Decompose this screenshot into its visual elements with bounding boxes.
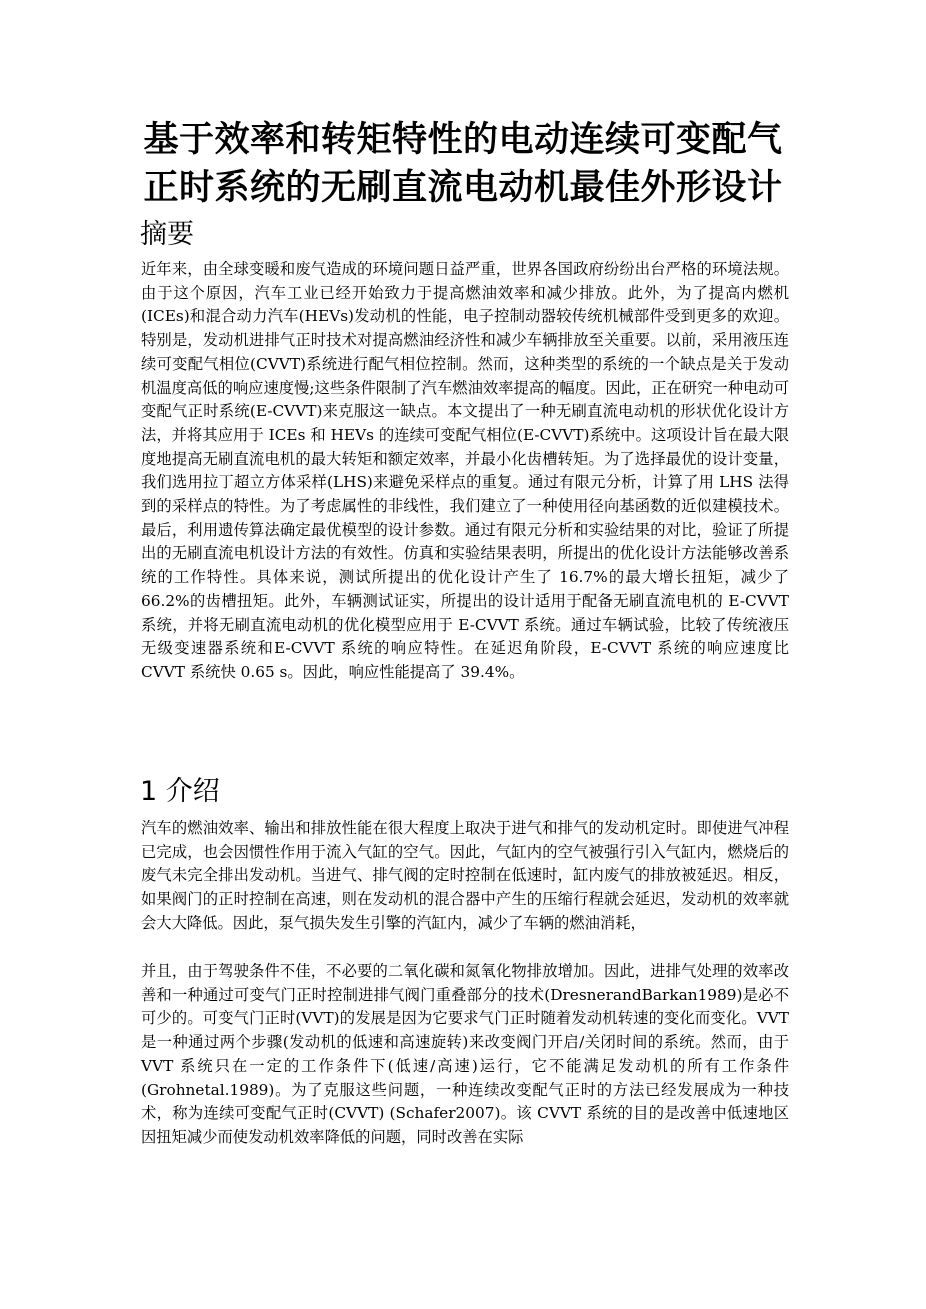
- introduction-paragraph-1: 汽车的燃油效率、输出和排放性能在很大程度上取决于进气和排气的发动机定时。即使进气冲程已完成，也会因惯性作用于流入气缸的空气。因此，气缸内的空气被强行引入气缸内，燃烧后的废气未完全排出发动机。当进气、排气阀的定时控制在低速时，缸内废气的排放被延迟。相反，如果阀门的正时控制在高速，则在发动机的混合器中产生的压缩行程就会延迟，发动机的效率就会大大降低。因此，泵气损失发生引擎的汽缸内，减少了车辆的燃油消耗，: [141, 819, 789, 932]
- introduction-paragraph-2: 并且，由于驾驶条件不佳，不必要的二氧化碳和氮氧化物排放增加。因此，进排气处理的效率改善和一种通过可变气门正时控制进排气阀门重叠部分的技术(DresnerandBarkan1989)是必不可少的。可变气门正时(VVT)的发展是因为它要求气门正时随着发动机转速的变化而变化。VVT 是一种通过两个步骤(发动机的低速和高速旋转)来改变阀门开启/关闭时间的系统。然而，由于 VVT 系统只在一定的工作条件下(低速/高速)运行，它不能满足发动机的所有工作条件(Grohnetal.1989)。为了克服这些问题，一种连续改变配气正时的方法已经发展成为一种技术，称为连续可变配气正时(CVVT) (Schafer2007)。该 CVVT 系统的目的是改善中低速地区因扭矩减少而使发动机效率降低的问题，同时改善在实际: [141, 962, 789, 1146]
- abstract-heading: 摘要: [140, 219, 194, 250]
- document-title-line-1: 基于效率和转矩特性的电动连续可变配气: [143, 120, 783, 160]
- abstract-paragraph: 近年来，由全球变暖和废气造成的环境问题日益严重，世界各国政府纷纷出台严格的环境法规。由于这个原因，汽车工业已经开始致力于提高燃油效率和减少排放。此外，为了提高内燃机(ICEs)和混合动力汽车(HEVs)发动机的性能，电子控制动器较传统机械部件受到更多的欢迎。特别是，发动机进排气正时技术对提高燃油经济性和减少车辆排放至关重要。以前，采用液压连续可变配气相位(CVVT)系统进行配气相位控制。然而，这种类型的系统的一个缺点是关于发动机温度高低的响应速度慢;这些条件限制了汽车燃油效率提高的幅度。因此，正在研究一种电动可变配气正时系统(E-CVVT)来克服这一缺点。本文提出了一种无刷直流电动机的形状优化设计方法，并将其应用于 ICEs 和 HEVs 的连续可变配气相位(E-CVVT)系统中。这项设计旨在最大限度地提高无刷直流电机的最大转矩和额定效率，并最小化齿槽转矩。为了选择最优的设计变量，我们选用拉丁超立方体采样(LHS)来避免采样点的重复。通过有限元分析，计算了用 LHS 法得到的采样点的特性。为了考虑属性的非线性，我们建立了一种使用径向基函数的近似建模技术。最后，利用遗传算法确定最优模型的设计参数。通过有限元分析和实验结果的对比，验证了所提出的无刷直流电机设计方法的有效性。仿真和实验结果表明，所提出的优化设计方法能够改善系统的工作特性。具体来说，测试所提出的优化设计产生了 16.7%的最大增长扭矩，减少了 66.2%的齿槽扭矩。此外，车辆测试证实，所提出的设计适用于配备无刷直流电机的 E-CVVT 系统，并将无刷直流电动机的优化模型应用于 E-CVVT 系统。通过车辆试验，比较了传统液压无级变速器系统和E-CVVT 系统的响应特性。在延迟角阶段，E-CVVT 系统的响应速度比 CVVT 系统快 0.65 s。因此，响应性能提高了 39.4%。: [141, 260, 789, 681]
- introduction-heading: 1 介绍: [140, 776, 220, 807]
- document-title-line-2: 正时系统的无刷直流电动机最佳外形设计: [143, 168, 783, 208]
